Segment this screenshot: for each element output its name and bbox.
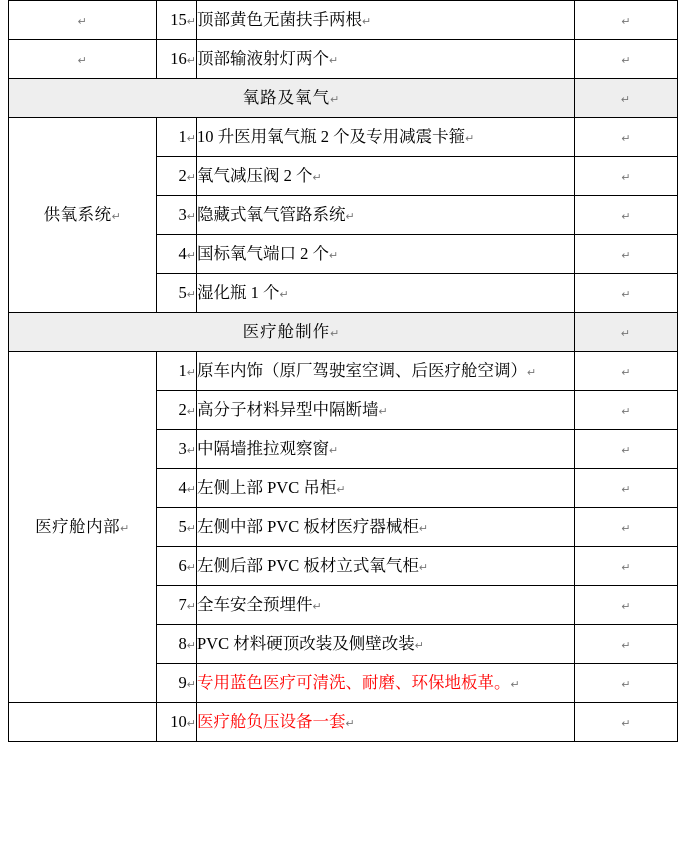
description-cell-highlighted: 医疗舱负压设备一套↵: [197, 703, 575, 742]
paragraph-mark-icon: ↵: [330, 327, 341, 340]
mark-cell: [575, 352, 678, 391]
mark-cell: [575, 157, 678, 196]
paragraph-mark-icon: ↵: [621, 600, 631, 613]
description-cell: 氧气减压阀 2 个↵: [197, 157, 575, 196]
mark-cell: [575, 196, 678, 235]
paragraph-mark-icon: ↵: [77, 54, 88, 67]
index-cell: 3↵: [157, 196, 197, 235]
table-row: [9, 703, 678, 742]
mark-cell: [575, 1, 678, 40]
paragraph-mark-icon: ↵: [345, 717, 355, 730]
mark-cell: [575, 586, 678, 625]
paragraph-mark-icon: ↵: [621, 678, 631, 691]
mark-cell: [575, 703, 678, 742]
table-row: [9, 118, 678, 157]
table-row: [9, 40, 678, 79]
paragraph-mark-icon: ↵: [186, 600, 196, 613]
paragraph-mark-icon: ↵: [621, 444, 631, 457]
paragraph-mark-icon: ↵: [345, 210, 355, 223]
description-cell: 顶部输液射灯两个↵: [197, 40, 575, 79]
paragraph-mark-icon: ↵: [418, 522, 429, 535]
index-cell: 10↵: [157, 703, 197, 742]
index-cell: 5↵: [157, 274, 197, 313]
mark-cell: [575, 508, 678, 547]
specification-table: [8, 0, 678, 742]
mark-cell: [575, 664, 678, 703]
paragraph-mark-icon: ↵: [186, 678, 196, 691]
index-cell: 4↵: [157, 469, 197, 508]
section-header-row: [9, 313, 678, 352]
description-cell: 左侧中部 PVC 板材医疗器械柜↵: [197, 508, 575, 547]
paragraph-mark-icon: ↵: [329, 444, 339, 457]
paragraph-mark-icon: ↵: [620, 93, 632, 106]
paragraph-mark-icon: ↵: [186, 15, 196, 28]
index-cell: 6↵: [157, 547, 197, 586]
mark-cell: [575, 430, 678, 469]
index-cell: 15↵: [157, 1, 197, 40]
paragraph-mark-icon: ↵: [186, 210, 196, 223]
paragraph-mark-icon: ↵: [312, 171, 322, 184]
description-cell: PVC 材料硬顶改装及侧壁改装↵: [197, 625, 575, 664]
paragraph-mark-icon: ↵: [186, 717, 196, 730]
paragraph-mark-icon: ↵: [621, 210, 631, 223]
mark-cell: [575, 469, 678, 508]
paragraph-mark-icon: ↵: [527, 366, 537, 379]
paragraph-mark-icon: ↵: [621, 15, 631, 28]
paragraph-mark-icon: ↵: [336, 483, 346, 496]
paragraph-mark-icon: ↵: [621, 249, 631, 262]
paragraph-mark-icon: ↵: [362, 15, 372, 28]
table-row: [9, 352, 678, 391]
paragraph-mark-icon: ↵: [186, 249, 196, 262]
paragraph-mark-icon: ↵: [186, 522, 196, 535]
description-cell: 隐藏式氧气管路系统↵: [197, 196, 575, 235]
paragraph-mark-icon: ↵: [186, 132, 196, 145]
mark-cell: [575, 547, 678, 586]
category-cell: [9, 40, 157, 79]
paragraph-mark-icon: ↵: [620, 327, 632, 340]
mark-cell: [575, 274, 678, 313]
index-cell: 5↵: [157, 508, 197, 547]
paragraph-mark-icon: ↵: [186, 483, 196, 496]
mark-cell: [575, 235, 678, 274]
paragraph-mark-icon: ↵: [186, 444, 196, 457]
paragraph-mark-icon: ↵: [186, 366, 196, 379]
mark-cell: [575, 313, 678, 352]
mark-cell: [575, 391, 678, 430]
paragraph-mark-icon: ↵: [621, 483, 631, 496]
description-cell: 左侧后部 PVC 板材立式氧气柜↵: [197, 547, 575, 586]
mark-cell: [575, 625, 678, 664]
index-cell: 8↵: [157, 625, 197, 664]
paragraph-mark-icon: ↵: [312, 600, 322, 613]
paragraph-mark-icon: ↵: [621, 171, 631, 184]
category-cell: [9, 703, 157, 742]
paragraph-mark-icon: ↵: [111, 210, 122, 223]
index-cell: 2↵: [157, 157, 197, 196]
description-cell: 10 升医用氧气瓶 2 个及专用减震卡箍↵: [197, 118, 575, 157]
paragraph-mark-icon: ↵: [621, 639, 631, 652]
index-cell: 7↵: [157, 586, 197, 625]
description-cell: 国标氧气端口 2 个↵: [197, 235, 575, 274]
category-cell-oxygen-system: 供氧系统↵: [9, 118, 157, 313]
paragraph-mark-icon: ↵: [510, 678, 520, 691]
section-title: 氧路及氧气↵: [9, 79, 575, 118]
paragraph-mark-icon: ↵: [621, 561, 631, 574]
paragraph-mark-icon: ↵: [621, 132, 631, 145]
paragraph-mark-icon: ↵: [621, 54, 631, 67]
paragraph-mark-icon: ↵: [279, 288, 289, 301]
description-cell: 全车安全预埋件↵: [197, 586, 575, 625]
paragraph-mark-icon: ↵: [330, 93, 341, 106]
paragraph-mark-icon: ↵: [621, 288, 631, 301]
paragraph-mark-icon: ↵: [186, 405, 196, 418]
mark-cell: [575, 79, 678, 118]
paragraph-mark-icon: ↵: [621, 405, 631, 418]
table-row: [9, 1, 678, 40]
paragraph-mark-icon: ↵: [120, 522, 130, 535]
paragraph-mark-icon: ↵: [77, 15, 88, 28]
paragraph-mark-icon: ↵: [329, 54, 339, 67]
paragraph-mark-icon: ↵: [186, 171, 196, 184]
paragraph-mark-icon: ↵: [621, 717, 631, 730]
paragraph-mark-icon: ↵: [621, 366, 631, 379]
index-cell: 4↵: [157, 235, 197, 274]
category-cell: [9, 1, 157, 40]
description-cell-highlighted: 专用蓝色医疗可清洗、耐磨、环保地板革。↵: [197, 664, 575, 703]
section-title: 医疗舱制作↵: [9, 313, 575, 352]
index-cell: 2↵: [157, 391, 197, 430]
paragraph-mark-icon: ↵: [186, 639, 196, 652]
paragraph-mark-icon: ↵: [186, 54, 196, 67]
index-cell: 1↵: [157, 352, 197, 391]
paragraph-mark-icon: ↵: [186, 561, 196, 574]
description-cell: 湿化瓶 1 个↵: [197, 274, 575, 313]
index-cell: 16↵: [157, 40, 197, 79]
section-header-row: [9, 79, 678, 118]
description-cell: 左侧上部 PVC 吊柜↵: [197, 469, 575, 508]
paragraph-mark-icon: ↵: [186, 288, 196, 301]
paragraph-mark-icon: ↵: [378, 405, 388, 418]
paragraph-mark-icon: ↵: [621, 522, 631, 535]
paragraph-mark-icon: ↵: [465, 132, 475, 145]
category-cell-cabin-interior: 医疗舱内部↵: [9, 352, 157, 703]
paragraph-mark-icon: ↵: [329, 249, 339, 262]
paragraph-mark-icon: ↵: [414, 639, 424, 652]
description-cell: 高分子材料异型中隔断墙↵: [197, 391, 575, 430]
description-cell: 顶部黄色无菌扶手两根↵: [197, 1, 575, 40]
index-cell: 1↵: [157, 118, 197, 157]
index-cell: 9↵: [157, 664, 197, 703]
index-cell: 3↵: [157, 430, 197, 469]
paragraph-mark-icon: ↵: [418, 561, 429, 574]
description-cell: 原车内饰（原厂驾驶室空调、后医疗舱空调）↵: [197, 352, 575, 391]
mark-cell: [575, 40, 678, 79]
description-cell: 中隔墙推拉观察窗↵: [197, 430, 575, 469]
mark-cell: [575, 118, 678, 157]
